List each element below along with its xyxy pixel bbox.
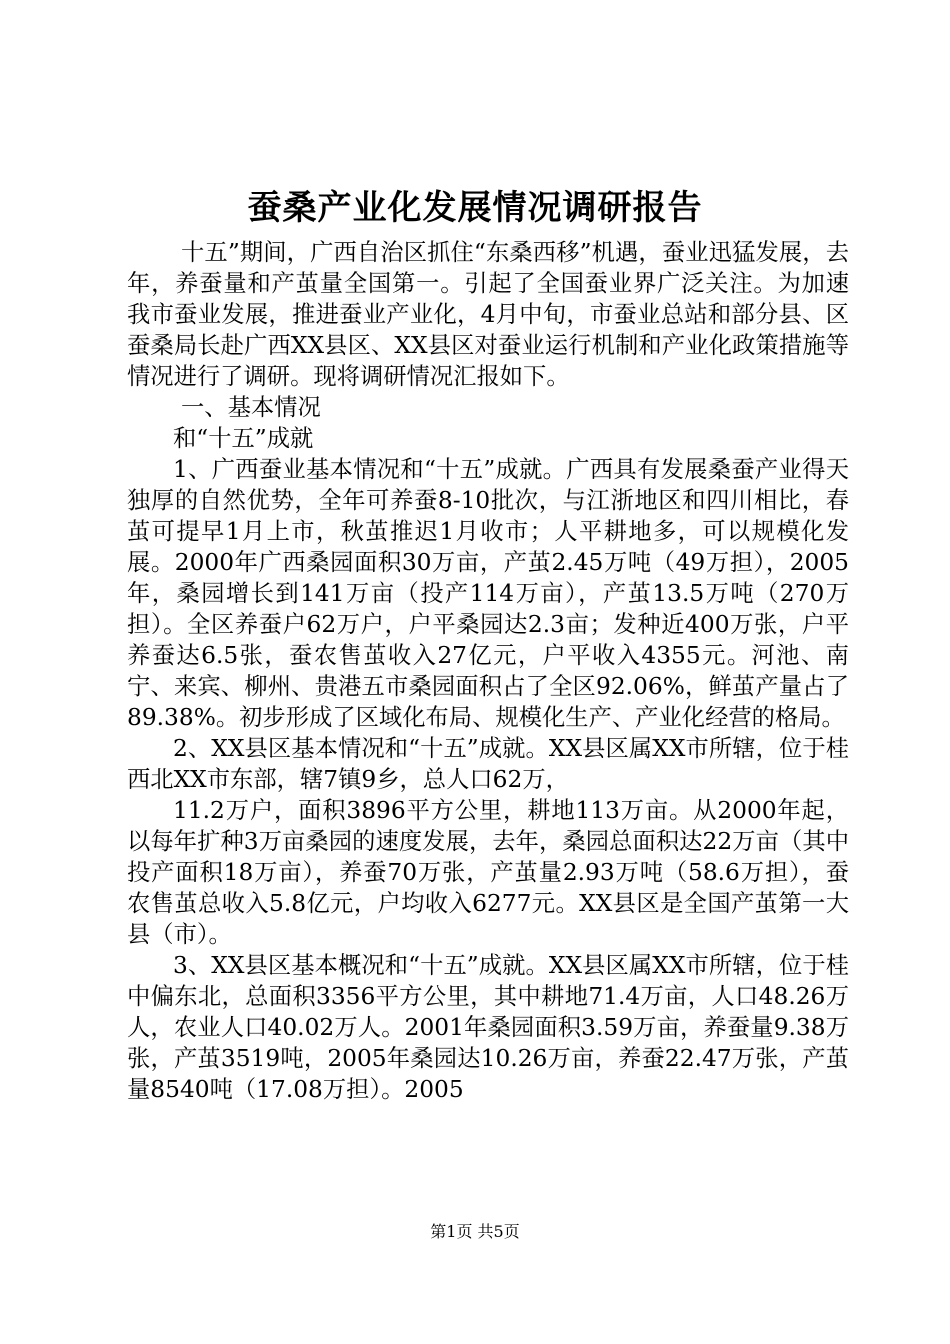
- document-title: 蚕桑产业化发展情况调研报告: [247, 188, 703, 228]
- paragraph-county-1-cont: 11.2万户，面积3896平方公里，耕地113万亩。从2000年起，以每年扩种3万亩桑园的速度发展，去年，桑园总面积达22万亩（其中投产面积18万亩），养蚕70万张，产茧量2.93万吨（58.6万担），蚕农售茧总收入5.8亿元，户均收入6277元。XX县区是全国产茧第一大县（市）。: [127, 797, 849, 948]
- document-body: [127, 237, 849, 1105]
- section-heading-basic: 一、基本情况: [181, 394, 321, 421]
- paragraph-county-2: 3、XX县区基本概况和“十五”成就。XX县区属XX市所辖，位于桂中偏东北，总面积3356平方公里，其中耕地71.4万亩，人口48.26万人，农业人口40.02万人。2001年桑园面积3.59万亩，养蚕量9.38万张，产茧3519吨，2005年桑园达10.26万亩，养蚕22.47万张，产茧量8540吨（17.08万担）。2005: [127, 952, 849, 1103]
- paragraph-guangxi: 1、广西蚕业基本情况和“十五”成就。广西具有发展桑蚕产业得天独厚的自然优势，全年可养蚕8-10批次，与江浙地区和四川相比，春茧可提早1月上市，秋茧推迟1月收市；人平耕地多，可以规模化发展。2000年广西桑园面积30万亩，产茧2.45万吨（49万担），2005年，桑园增长到141万亩（投产114万亩），产茧13.5万吨（270万担）。全区养蚕户62万户，户平桑园达2.3亩；发种近400万张，户平养蚕达6.5张，蚕农售茧收入27亿元，户平收入4355元。河池、南宁、来宾、柳州、贵港五市桑园面积占了全区92.06%，鲜茧产量占了89.38%。初步形成了区域化布局、规模化生产、产业化经营的格局。: [127, 456, 849, 731]
- page-footer: 第1页 共5页: [430, 1222, 520, 1241]
- paragraph-county-1: 2、XX县区基本情况和“十五”成就。XX县区属XX市所辖，位于桂西北XX市东部，辖7镇9乡，总人口62万，: [127, 735, 849, 793]
- section-heading-achievements: 和“十五”成就: [173, 425, 314, 452]
- paragraph-intro: 十五”期间，广西自治区抓住“东桑西移”机遇，蚕业迅猛发展，去年，养蚕量和产茧量全国第一。引起了全国蚕业界广泛关注。为加速我市蚕业发展，推进蚕业产业化，4月中旬，市蚕业总站和部分县、区蚕桑局长赴广西XX县区、XX县区对蚕业运行机制和产业化政策措施等情况进行了调研。现将调研情况汇报如下。: [127, 239, 849, 390]
